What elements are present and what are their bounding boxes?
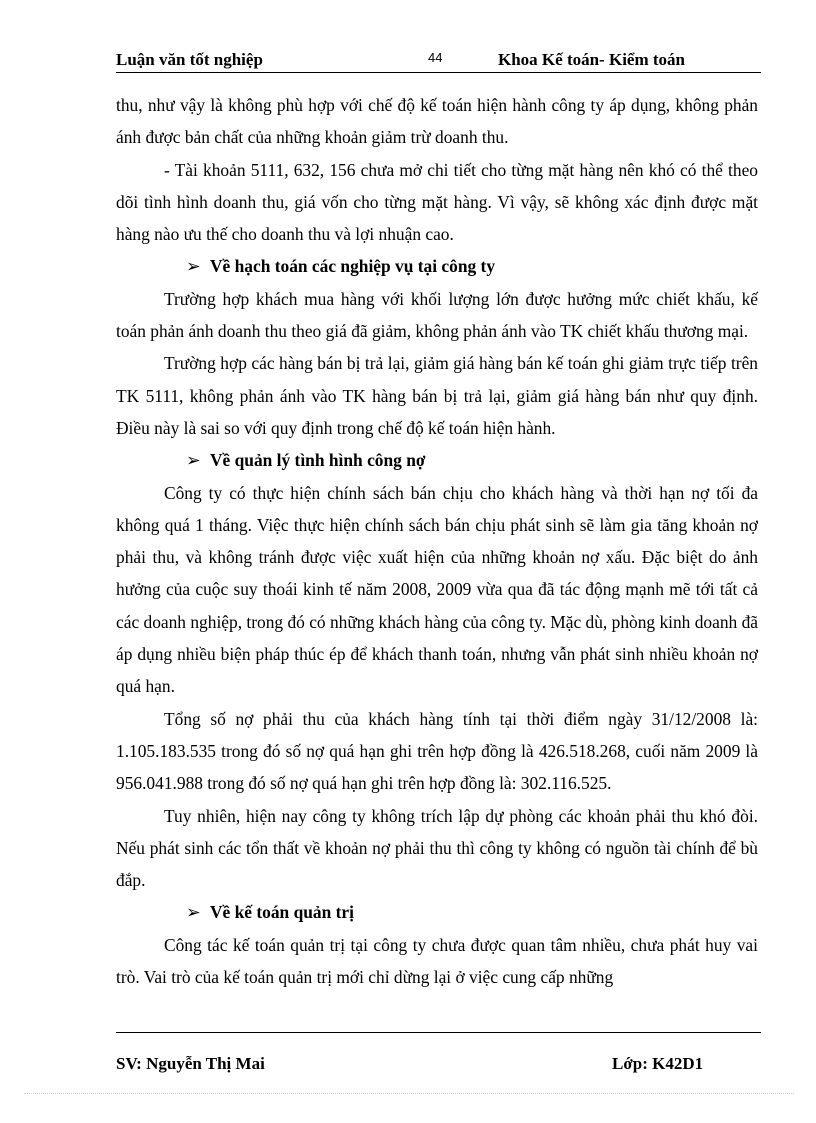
paragraph-receivables-totals: Tổng số nợ phải thu của khách hàng tính tại thời điểm ngày 31/12/2008 là: 1.105.183.535 trong đó số nợ quá hạn ghi trên hợp đồng là 426.518.268, cuối năm 2009 là 956.041.988 trong đó số nợ quá hạn ghi trên hợp đồng là: 302.116.525.	[116, 708, 758, 794]
arrow-bullet-icon: ➢	[186, 450, 201, 471]
arrow-bullet-icon: ➢	[186, 256, 201, 277]
paragraph-continuation: thu, như vậy là không phù hợp với chế độ kế toán hiện hành công ty áp dụng, không phản ánh được bản chất của những khoản giảm trừ doanh thu.	[116, 95, 758, 148]
section-heading-accounting-operations	[116, 250, 758, 282]
paragraph-provisions: Tuy nhiên, hiện nay công ty không trích lập dự phòng các khoản phải thu khó đòi. Nếu phát sinh các tổn thất về khoản nợ phải thu thì công ty không có nguồn tài chính để bù đắp.	[116, 805, 758, 891]
section-heading-debt-management	[116, 444, 758, 476]
footer-class: Lớp: K42D1	[612, 1054, 704, 1073]
footer-divider	[116, 1032, 761, 1033]
section-heading-text: Về hạch toán các nghiệp vụ tại công ty	[210, 256, 496, 277]
document-body	[116, 89, 758, 993]
page-footer	[116, 1054, 761, 1078]
paragraph-management-accounting: Công tác kế toán quản trị tại công ty chưa được quan tâm nhiều, chưa phát huy vai trò. Vai trò của kế toán quản trị mới chỉ dừng lại ở việc cung cấp những	[116, 934, 758, 988]
page-number: 44	[428, 50, 443, 65]
section-heading-text: Về kế toán quản trị	[210, 902, 354, 923]
header-thesis-title: Luận văn tốt nghiệp	[116, 50, 263, 69]
paragraph-credit-policy: Công ty có thực hiện chính sách bán chịu cho khách hàng và thời hạn nợ tối đa không quá 1 tháng. Việc thực hiện chính sách bán chịu phát sinh sẽ làm gia tăng khoản nợ phải thu, và không tránh được việc xuất hiện của những khoản nợ xấu. Đặc biệt do ảnh hưởng của cuộc suy thoái kinh tế năm 2008, 2009 vừa qua đã tác động mạnh mẽ tới tất cả các doanh nghiệp, trong đó có những khách hàng của công ty. Mặc dù, phòng kinh doanh đã áp dụng nhiều biện pháp thúc ép để khách thanh toán, nhưng vẫn phát sinh nhiều khoản nợ quá hạn.	[116, 482, 758, 697]
header-faculty: Khoa Kế toán- Kiểm toán	[498, 50, 685, 69]
page-bottom-edge	[24, 1093, 794, 1094]
paragraph-returns: Trường hợp các hàng bán bị trả lại, giảm giá hàng bán kế toán ghi giảm trực tiếp trên TK 5111, không phản ánh vào TK hàng bán bị trả lại, giảm giá hàng bán như quy định. Điều này là sai so với quy định trong chế độ kế toán hiện hành.	[116, 353, 758, 438]
paragraph-discount: Trường hợp khách mua hàng với khối lượng lớn được hưởng mức chiết khấu, kế toán phản ánh doanh thu theo giá đã giảm, không phản ánh vào TK chiết khấu thương mại.	[116, 288, 758, 342]
section-heading-text: Về quản lý tình hình công nợ	[210, 450, 426, 471]
paragraph-accounts: - Tài khoản 5111, 632, 156 chưa mở chi tiết cho từng mặt hàng nên khó có thể theo dõi tình hình doanh thu, giá vốn cho từng mặt hàng. Vì vậy, sẽ không xác định được mặt hàng nào ưu thế cho doanh thu và lợi nhuận cao.	[116, 159, 758, 245]
footer-student-name: SV: Nguyễn Thị Mai	[116, 1054, 265, 1073]
arrow-bullet-icon: ➢	[186, 902, 201, 923]
page-header	[116, 46, 761, 73]
section-heading-management-accounting	[116, 896, 758, 928]
